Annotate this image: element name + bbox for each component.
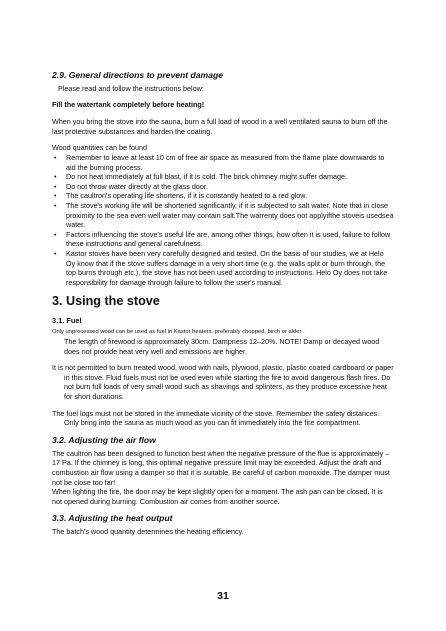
bullet-icon: • [54, 172, 57, 182]
intro-text: Please read and follow the instructions below: [58, 84, 204, 93]
section-heading-2-9: 2.9. General directions to prevent damage [52, 70, 223, 80]
bullet-icon: • [54, 229, 57, 239]
list-item-text: Do not heat immediately at full blast, if it is cold. The brick chimney might suffer damage. [66, 172, 347, 182]
page-number: 31 [217, 590, 229, 602]
list-item-text: The stove's working life will be shortened significantly, if it is subjected to salt water. Note that in close proximity to the sea even well water may contain salt.The warrenty does not applyifthe stoveis usedsea water. [66, 200, 394, 230]
bullet-icon: • [54, 200, 57, 210]
section-heading-3-1: 3.1. Fuel [52, 316, 82, 326]
section-heading-3: 3. Using the stove [52, 294, 160, 309]
bullet-icon: • [54, 191, 57, 201]
list-item-text: Do not throw water directly at the glass door. [66, 181, 208, 191]
list-item [52, 172, 394, 182]
air-flow-paragraph-2: When lighting the fire, the door may be kept slightly open for a moment. The ash pan can be closed. It is not opened during burning. Combustion air comes from another source. [52, 487, 383, 506]
bullet-icon: • [54, 248, 57, 258]
list-item-text: Factors influencing the stove's useful life are, among other things, how often it is used, failure to follow these instructions and general carefulness. [66, 229, 391, 249]
wood-quantities-text: Wood quantities can be found [52, 143, 147, 153]
watertank-warning: Fill the watertank completely before heating! [52, 99, 205, 109]
heat-output-paragraph: The batch's wood quantity determines the heating efficiency. [52, 527, 244, 537]
list-item-text: The caultron's operating life shortens, if it is constantly heated to a red glow. [66, 191, 308, 201]
list-item [52, 191, 394, 201]
list-item [52, 249, 394, 287]
air-flow-paragraph-1: The caultron has been designed to function best when the negative pressure of the flue is approximately –17 Pa. If the chimney is long, this optimal negative pressure limit may be exceeded. Adjust the draft and combustion air flow using a damper so that it is suitable. Be careful of carbon monoxide. The damper must not be close too far! [52, 448, 390, 487]
section-heading-3-2: 3.2. Adjusting the air flow [52, 434, 156, 445]
list-item [52, 153, 394, 172]
fuel-storage-paragraph: The fuel logs must not be stored in the immediate vicinity of the stove. Remember the safety distances. Only bring into the sauna as much wood as you can fit immediately into the fire compartment. [52, 408, 380, 428]
forbidden-fuels-paragraph: It is not permitted to burn treated wood, wood with nails, plywood, plastic, plastic coated cardboard or paper in this stove. Fluid fuels must not be used even while starting the fire to avoid dangerous flash fires. Do not burn full loads of very small wood such as shavings and splinters, as they produce excessive heat for short durations. [52, 363, 394, 402]
list-item-text: Remember to leave at least 10 cm of free air space as measured from the flame plate downwards to aid the burning process. [66, 152, 385, 172]
damage-prevention-list [52, 153, 394, 287]
bullet-icon: • [54, 152, 57, 162]
list-item [52, 230, 394, 249]
section-heading-3-3: 3.3. Adjusting the heat output [52, 513, 173, 524]
list-item [52, 201, 394, 230]
list-item-text: Kastor stoves have been very carefully designed and tested. On the basis of our studies, we at Helo Oy know that if the stove suffers damage in a very short time (e.g. the walls split or burn through, the top burns through etc.), the stove has not been used according to instructions. Helo Oy does not take responsibility for damage through failure to follow the user's manual. [66, 248, 388, 287]
list-item [52, 182, 394, 192]
bullet-icon: • [54, 181, 57, 191]
fuel-length-text: The length of firewood is approximately 30cm. Dampness 12–20%. NOTE! Damp or decayed wood does not provide heat very well and emissions are higher. [64, 337, 380, 356]
fuel-lead-text: Only unprocessed wood can be used as fuel in Kastor heaters, preferably chopped, birch or alder . [52, 329, 305, 336]
first-fire-paragraph: When you bring the stove into the sauna, burn a full load of wood in a well ventilated sauna to burn off the last protective substances and harden the coating. [52, 117, 388, 136]
